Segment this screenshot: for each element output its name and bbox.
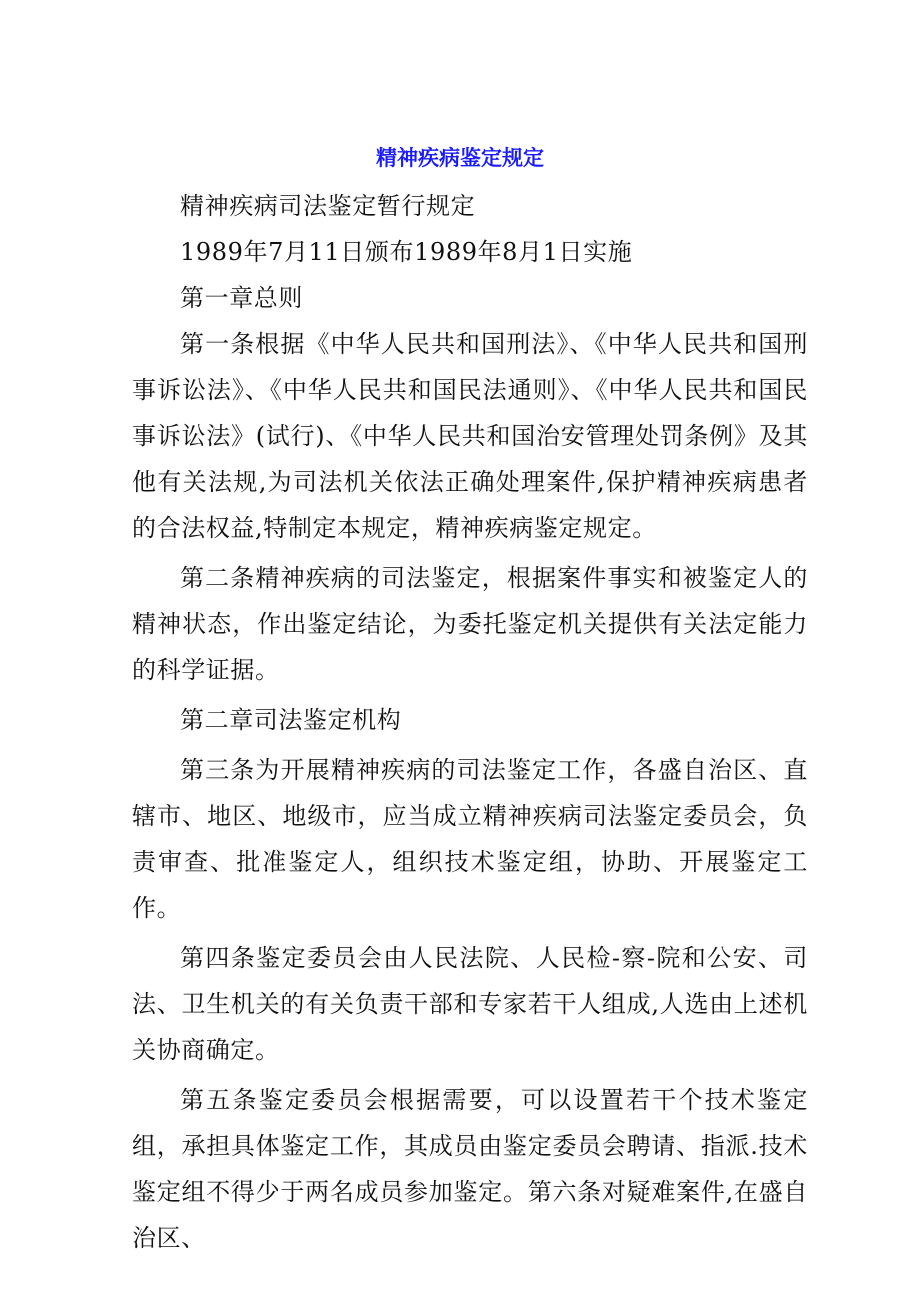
article-1: 第一条根据《中华人民共和国刑法》、《中华人民共和国刑事诉讼法》、《中华人民共和国民法通则》、《中华人民共和国民事诉讼法》(试行)、《中华人民共和国治安管理处罚条例》及其他有关法规,为司法机关依法正确处理案件,保护精神疾病患者的合法权益,特制定本规定，精神疾病鉴定规定。 [132,330,808,542]
document-dates: 1989年7月11日颁布1989年8月1日实施 [180,238,633,266]
document-title: 精神疾病鉴定规定 [376,146,544,170]
document-body [132,183,808,1261]
article-4: 第四条鉴定委员会由人民法院、人民检-察-院和公安、司法、卫生机关的有关负责干部和专家若干人组成,人选由上述机关协商确定。 [132,944,808,1064]
document-subtitle: 精神疾病司法鉴定暂行规定 [180,192,476,220]
chapter-heading-2: 第二章司法鉴定机构 [180,706,402,734]
article-3: 第三条为开展精神疾病的司法鉴定工作，各盛自治区、直辖市、地区、地级市，应当成立精神疾病司法鉴定委员会，负责审查、批准鉴定人，组织技术鉴定组，协助、开展鉴定工作。 [132,756,808,922]
article-5: 第五条鉴定委员会根据需要，可以设置若干个技术鉴定组，承担具体鉴定工作，其成员由鉴定委员会聘请、指派.技术鉴定组不得少于两名成员参加鉴定。第六条对疑难案件,在盛自治区、 [132,1086,808,1252]
chapter-heading-1: 第一章总则 [180,284,303,312]
article-2: 第二条精神疾病的司法鉴定，根据案件事实和被鉴定人的精神状态，作出鉴定结论，为委托鉴定机关提供有关法定能力的科学证据。 [132,564,808,684]
